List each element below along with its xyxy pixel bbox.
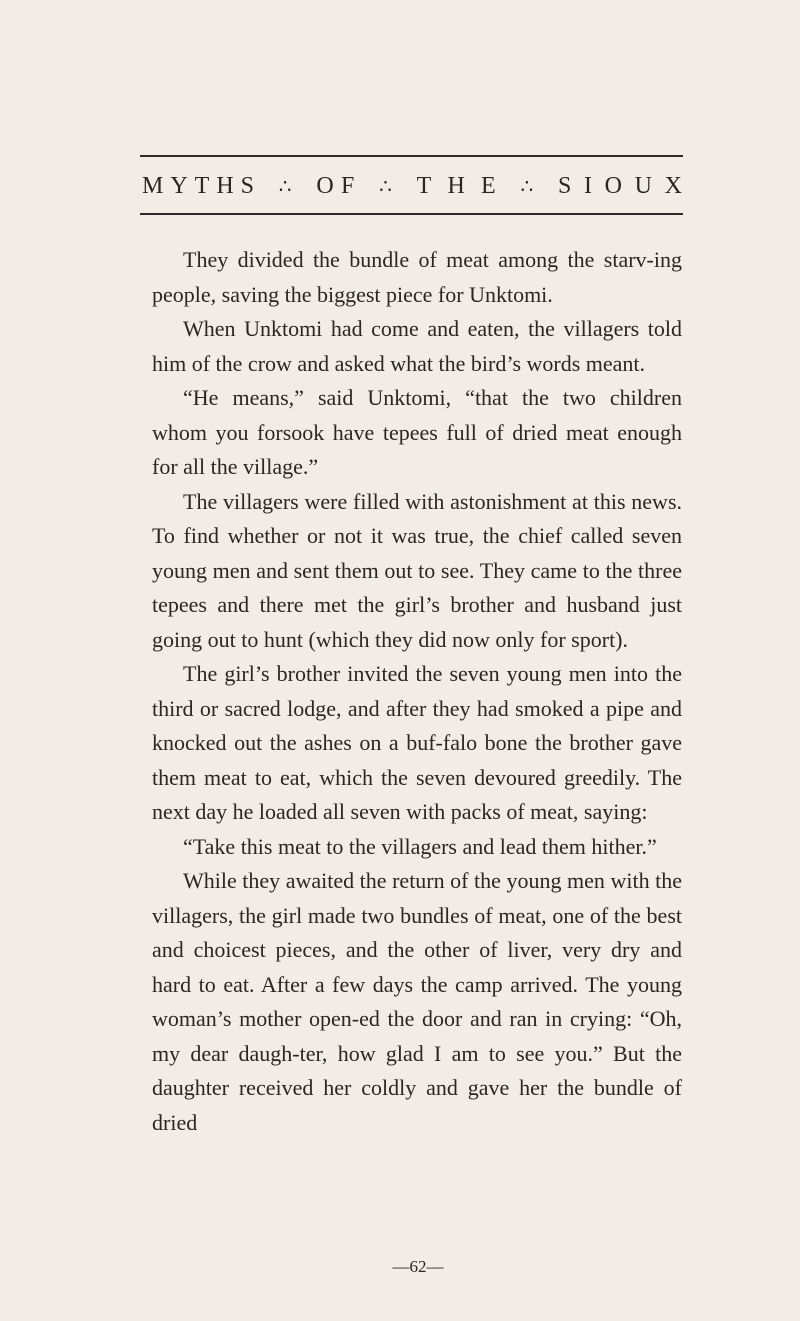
- running-head-letter: F: [340, 173, 355, 199]
- header-rule-bottom: [140, 213, 683, 215]
- paragraph: “Take this meat to the villagers and lead them hither.”: [183, 833, 657, 859]
- paragraph: They divided the bundle of meat among the starv-ing people, saving the biggest piece for Unktomi.: [152, 247, 682, 307]
- running-head-letter: O: [604, 173, 622, 199]
- running-head-letter: T: [194, 173, 210, 199]
- running-head-letter: O: [316, 173, 334, 199]
- running-head-letter: H: [447, 173, 465, 199]
- paragraph: While they awaited the return of the young men with the villagers, the girl made two bundles of meat, one of the best and choicest pieces, and the other of liver, very dry and hard to eat. After a few days the camp arrived. The young woman’s mother open-ed the door and ran in crying: “Oh, my dear daugh-ter, how glad I am to see you.” But the daughter received her coldly and gave her the bundle of dried: [152, 868, 682, 1135]
- paragraph: When Unktomi had come and eaten, the villagers told him of the crow and asked what the bird’s words meant.: [152, 316, 682, 376]
- running-head-separator: ∴: [379, 176, 392, 198]
- paragraph: The villagers were filled with astonishment at this news. To find whether or not it was true, the chief called seven young men and sent them out to see. They came to the three tepees and there met the girl’s brother and husband just going out to hunt (which they did now only for sport).: [152, 488, 682, 652]
- running-head-word-myths: [142, 173, 254, 200]
- running-head-letter: S: [240, 173, 254, 199]
- running-head-letter: E: [480, 173, 496, 199]
- running-head-letter: Y: [170, 173, 188, 199]
- running-head-word-of: [316, 173, 354, 200]
- page-number: —62—: [392, 1257, 444, 1276]
- running-head-letter: U: [634, 173, 652, 199]
- paragraph: The girl’s brother invited the seven young men into the third or sacred lodge, and after they had smoked a pipe and knocked out the ashes on a buf-falo bone the brother gave them meat to eat, which the seven devoured greedily. The next day he loaded all seven with packs of meat, saying:: [152, 661, 682, 824]
- running-head-separator: ∴: [520, 176, 534, 198]
- running-head-letter: M: [142, 173, 164, 199]
- running-head-letter: S: [557, 173, 572, 199]
- running-head-word-the: [417, 173, 496, 200]
- running-head: [142, 173, 682, 200]
- running-head-separator: ∴: [278, 176, 292, 198]
- running-head-letter: X: [664, 173, 682, 199]
- body-text: [152, 243, 682, 1140]
- running-head-letter: H: [216, 173, 234, 199]
- header-rule-top: [140, 155, 683, 157]
- running-head-word-sioux: [558, 173, 682, 200]
- paragraph: “He means,” said Unktomi, “that the two children whom you forsook have tepees full of dried meat enough for all the village.”: [152, 385, 682, 479]
- running-head-letter: I: [583, 173, 592, 199]
- running-head-letter: T: [416, 173, 432, 199]
